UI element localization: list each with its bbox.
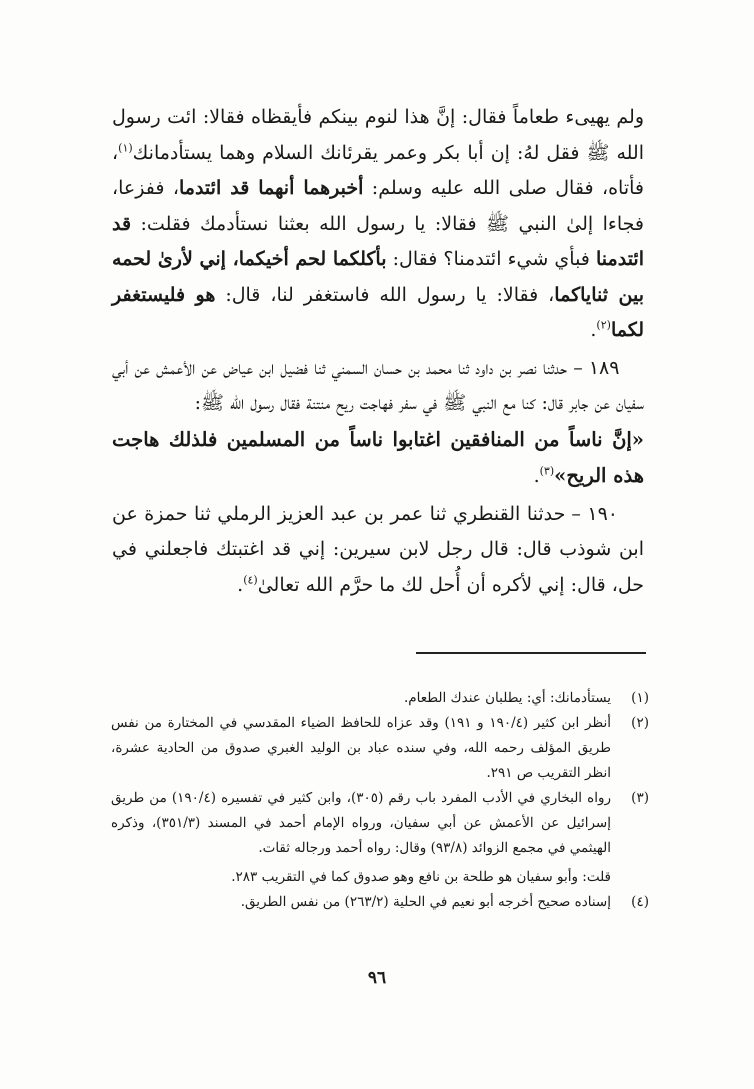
hadith-text: حدثنا نصر بن داود ثنا محمد بن حسان السمني ثنا فضيل ابن عياض عن الأعمش عن أبي سفيان عن جابر قال: كنا مع النبي ﷺ في سفر فهاجت ريح منتنة فقال رسول الله ﷺ:: [112, 356, 644, 414]
footnote-number: (٢): [631, 715, 649, 731]
footnote-text: إسناده صحيح أخرجه أبو نعيم في الحلية (٢٦٣/٢) من نفس الطريق.: [240, 894, 611, 910]
text-run: ولم يهيىء طعاماً فقال: إنَّ هذا لنوم بينكم فأيقظاه فقالا: ائت رسول الله ﷺ فقل لهُ: إن أبا بكر وعمر يقرئانك السلام وهما يستأدمانك: [112, 106, 644, 164]
prophetic-saying: قد ائتدمنا: [112, 212, 644, 270]
text-run: فبأي شيء ائتدمنا؟ فقال:: [386, 248, 597, 270]
footnote-3: [111, 786, 649, 861]
footnote-text: قلت: وأبو سفيان هو طلحة بن نافع وهو صدوق كما في التقريب ٢٨٣.: [231, 869, 611, 885]
footnote-4: [111, 890, 649, 915]
footnote-ref-1: (١): [118, 141, 133, 155]
footnote-ref-4: (٤): [243, 573, 258, 587]
hadith-number: ١٨٩ –: [573, 356, 620, 379]
footnote-number: (٣): [631, 790, 649, 806]
hadith-189: [112, 351, 644, 422]
footnote-separator: [416, 652, 646, 654]
hadith-189-quote: [112, 422, 644, 495]
hadith-number: ١٩٠ –: [571, 502, 619, 525]
footnote-text: رواه البخاري في الأدب المفرد باب رقم (٣٠٥)، وابن كثير في تفسيره (١٩٠/٤) من طريق إسرائيل عن الأعمش عن أبي سفيان، ورواه الإمام أحمد في المسند (٣٥١/٣)، وذكره الهيثمي في مجمع الزوائد (٩٣/٨) وقال: رواه أحمد ورجاله ثقات.: [111, 790, 611, 856]
hadith-text: حدثنا القنطري ثنا عمر بن عبد العزيز الرملي ثنا حمزة عن ابن شوذب قال: قال رجل لابن سيرين: إني قد اغتبتك فاجعلني في حل، قال: إني لأكره أن أُحل لك ما حرَّم الله تعالىٰ: [112, 502, 644, 596]
footnote-text: يستأدمانك: أي: يطلبان عندك الطعام.: [403, 690, 611, 706]
footnote-1: [111, 686, 649, 711]
main-text: [112, 100, 644, 603]
footnote-ref-2: (٢): [596, 318, 611, 332]
footnotes: [111, 686, 649, 915]
footnote-ref-3: (٣): [539, 464, 555, 478]
hadith-190: [112, 497, 644, 604]
hadith-quote: «إنَّ ناساً من المنافقين اغتابوا ناساً من المسلمين فلذلك هاجت هذه الريح»: [112, 427, 644, 487]
footnote-3-note: [111, 865, 649, 890]
prophetic-saying: هو فليستغفر لكما: [112, 283, 644, 341]
text-run: ، ففزعا، فجاءا إلىٰ النبي ﷺ فقالا: يا رسول الله بعثنا نستأدمك فقلت:: [112, 177, 644, 235]
footnote-number: (٤): [631, 894, 649, 910]
footnote-number: (١): [631, 690, 649, 706]
prophetic-saying: بأكلكما لحم أخيكما، إني لأرىٰ لحمه بين ثناياكما: [112, 248, 644, 306]
text-run: .: [590, 319, 597, 341]
text-run: .: [237, 573, 244, 596]
page-number: ٩٦: [367, 968, 387, 988]
text-run: ، فقالا: يا رسول الله فاستغفر لنا، قال:: [215, 283, 555, 306]
text-run: .: [533, 465, 540, 487]
footnote-text: أنظر ابن كثير (١٩٠/٤ و ١٩١) وقد عزاه للحافظ الضياء المقدسي في المختارة من نفس طريق المؤلف رحمه الله، وفي سنده عباد بن الوليد الغبري صدوق من الحادية عشرة، انظر التقريب ص ٢٩١.: [111, 715, 611, 781]
footnote-2: [111, 711, 649, 786]
prophetic-saying: أخبرهما أنهما قد ائتدما: [178, 177, 364, 199]
paragraph-continuation: [112, 100, 644, 349]
text-run: ، فأتاه، فقال صلى الله عليه وسلم:: [112, 141, 644, 199]
